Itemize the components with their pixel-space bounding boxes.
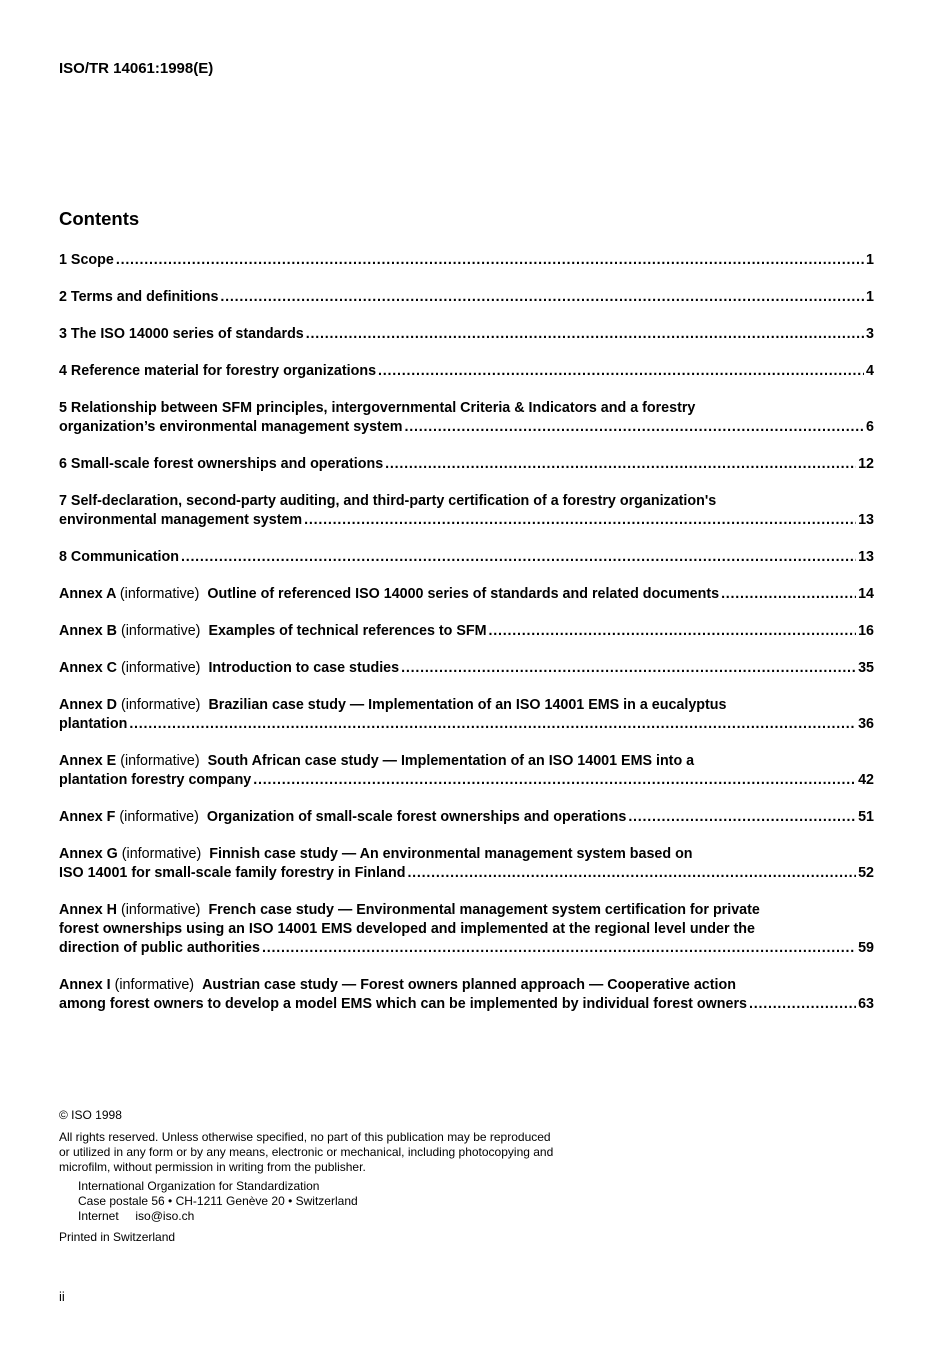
informative-note: (informative): [120, 623, 201, 639]
toc-entry-title: Brazilian case study — Implementation of an ISO 14001 EMS in a eucalyptus: [208, 697, 727, 713]
toc-entry-annex-g[interactable]: [59, 845, 874, 883]
toc-entry-annex-f[interactable]: [59, 808, 874, 827]
annex-label: Annex G: [59, 846, 118, 862]
toc-entry-self-declaration[interactable]: [59, 492, 874, 530]
toc-entry-title: Finnish case study — An environmental management system based on: [209, 846, 693, 862]
internet-label: Internet: [78, 1209, 119, 1223]
toc-entry-title: 3 The ISO 14000 series of standards: [59, 326, 304, 342]
rights-text-line: microfilm, without permission in writing from the publisher.: [59, 1160, 366, 1174]
toc-page-number: 42: [858, 772, 874, 788]
toc-entry-title: Outline of referenced ISO 14000 series of standards and related documents: [207, 586, 720, 602]
leader-dots: [489, 622, 857, 641]
toc-entry-scope[interactable]: [59, 251, 874, 270]
toc-entry-title: South African case study — Implementation of an ISO 14001 EMS into a: [207, 753, 695, 769]
copyright-block: [59, 1108, 619, 1245]
annex-label: Annex E: [59, 753, 117, 769]
toc-entry-title: 8 Communication: [59, 549, 179, 565]
toc-page-number: 1: [866, 252, 874, 268]
toc-page-number: 63: [858, 996, 874, 1012]
leader-dots: [628, 808, 856, 827]
toc-page-number: 1: [866, 289, 874, 305]
toc-entry-annex-i[interactable]: [59, 976, 874, 1014]
toc-entry-communication[interactable]: [59, 548, 874, 567]
leader-dots: [262, 939, 856, 958]
toc-page-number: 36: [858, 716, 874, 732]
toc-entry-title-line: forest ownerships using an ISO 14001 EMS developed and implemented at the regional level under the: [59, 921, 755, 937]
toc-entry-title-line: ISO 14001 for small-scale family forestry in Finland: [59, 865, 406, 881]
leader-dots: [721, 585, 856, 604]
toc-page-number: 52: [858, 865, 874, 881]
toc-entry-annex-b[interactable]: [59, 622, 874, 641]
informative-note: (informative): [120, 660, 201, 676]
informative-note: (informative): [120, 902, 201, 918]
contents-heading: Contents: [59, 208, 140, 229]
toc-entry-title: 6 Small-scale forest ownerships and operations: [59, 456, 384, 472]
informative-note: (informative): [114, 977, 195, 993]
annex-label: Annex A: [59, 586, 116, 602]
leader-dots: [253, 771, 856, 790]
toc-page-number: 13: [858, 549, 874, 565]
toc-entry-iso-14000-series[interactable]: [59, 325, 874, 344]
leader-dots: [385, 455, 856, 474]
toc-entry-title: 4 Reference material for forestry organizations: [59, 363, 377, 379]
leader-dots: [304, 511, 856, 530]
page-number: ii: [59, 1289, 65, 1304]
toc-entry-title: French case study — Environmental management system certification for private: [208, 902, 760, 918]
informative-note: (informative): [119, 809, 199, 825]
internet-line: [78, 1209, 619, 1224]
document-code: ISO/TR 14061:1998(E): [59, 60, 214, 77]
toc-page-number: 35: [858, 660, 874, 676]
toc-entry-title: Examples of technical references to SFM: [208, 623, 487, 639]
leader-dots: [407, 864, 856, 883]
toc-page-number: 12: [858, 456, 874, 472]
informative-note: (informative): [119, 586, 200, 602]
toc-entry-title: environmental management system: [59, 512, 303, 528]
toc-entry-title-line: plantation: [59, 716, 128, 732]
printed-in: Printed in Switzerland: [59, 1230, 176, 1244]
toc-entry-annex-c[interactable]: [59, 659, 874, 678]
toc-entry-title-line: among forest owners to develop a model EMS which can be implemented by individual forest owners: [59, 996, 747, 1012]
toc-entry-sfm-relationship[interactable]: [59, 399, 874, 437]
leader-dots: [306, 325, 864, 344]
toc-entry-title-line: 5 Relationship between SFM principles, intergovernmental Criteria & Indicators and a forestry: [59, 400, 696, 416]
toc-entry-reference-material[interactable]: [59, 362, 874, 381]
toc-page-number: 3: [866, 326, 874, 342]
toc-page-number: 59: [858, 940, 874, 956]
annex-label: Annex B: [59, 623, 117, 639]
postal-address: Case postale 56 • CH-1211 Genève 20 • Switzerland: [78, 1194, 358, 1208]
toc-entry-small-scale[interactable]: [59, 455, 874, 474]
toc-page-number: 13: [858, 512, 874, 528]
toc-page-number: 51: [858, 809, 874, 825]
toc-entry-title-line: 7 Self-declaration, second-party auditing, and third-party certification of a forestry organization's: [59, 493, 717, 509]
annex-label: Annex C: [59, 660, 117, 676]
toc-entry-annex-d[interactable]: [59, 696, 874, 734]
informative-note: (informative): [120, 753, 200, 769]
toc-entry-title: 1 Scope: [59, 252, 114, 268]
leader-dots: [401, 659, 856, 678]
leader-dots: [378, 362, 864, 381]
table-of-contents: [59, 251, 874, 1032]
publisher-name: International Organization for Standardization: [78, 1179, 320, 1193]
rights-text-line: or utilized in any form or by any means, electronic or mechanical, including photocopying and: [59, 1145, 554, 1159]
toc-entry-annex-h[interactable]: [59, 901, 874, 958]
annex-label: Annex I: [59, 977, 111, 993]
annex-label: Annex H: [59, 902, 117, 918]
annex-label: Annex D: [59, 697, 117, 713]
toc-entry-terms[interactable]: [59, 288, 874, 307]
toc-entry-title: 2 Terms and definitions: [59, 289, 219, 305]
toc-entry-annex-a[interactable]: [59, 585, 874, 604]
leader-dots: [220, 288, 864, 307]
toc-entry-title-line: direction of public authorities: [59, 940, 260, 956]
informative-note: (informative): [120, 697, 201, 713]
copyright-line: © ISO 1998: [59, 1108, 122, 1122]
leader-dots: [116, 251, 864, 270]
toc-page-number: 16: [858, 623, 874, 639]
leader-dots: [404, 418, 864, 437]
toc-page-number: 4: [866, 363, 874, 379]
toc-entry-title: Introduction to case studies: [208, 660, 400, 676]
email-link[interactable]: iso@iso.ch: [135, 1209, 195, 1223]
leader-dots: [129, 715, 856, 734]
informative-note: (informative): [121, 846, 202, 862]
toc-entry-title: organization’s environmental management system: [59, 419, 403, 435]
annex-label: Annex F: [59, 809, 116, 825]
toc-entry-title: Organization of small-scale forest ownerships and operations: [206, 809, 627, 825]
toc-entry-title-line: plantation forestry company: [59, 772, 252, 788]
toc-entry-annex-e[interactable]: [59, 752, 874, 790]
rights-text-line: All rights reserved. Unless otherwise specified, no part of this publication may be reproduced: [59, 1130, 551, 1144]
leader-dots: [181, 548, 856, 567]
toc-page-number: 6: [866, 419, 874, 435]
toc-page-number: 14: [858, 586, 874, 602]
publisher-address: [78, 1179, 619, 1224]
toc-entry-title: Austrian case study — Forest owners planned approach — Cooperative action: [202, 977, 736, 993]
leader-dots: [749, 995, 856, 1014]
